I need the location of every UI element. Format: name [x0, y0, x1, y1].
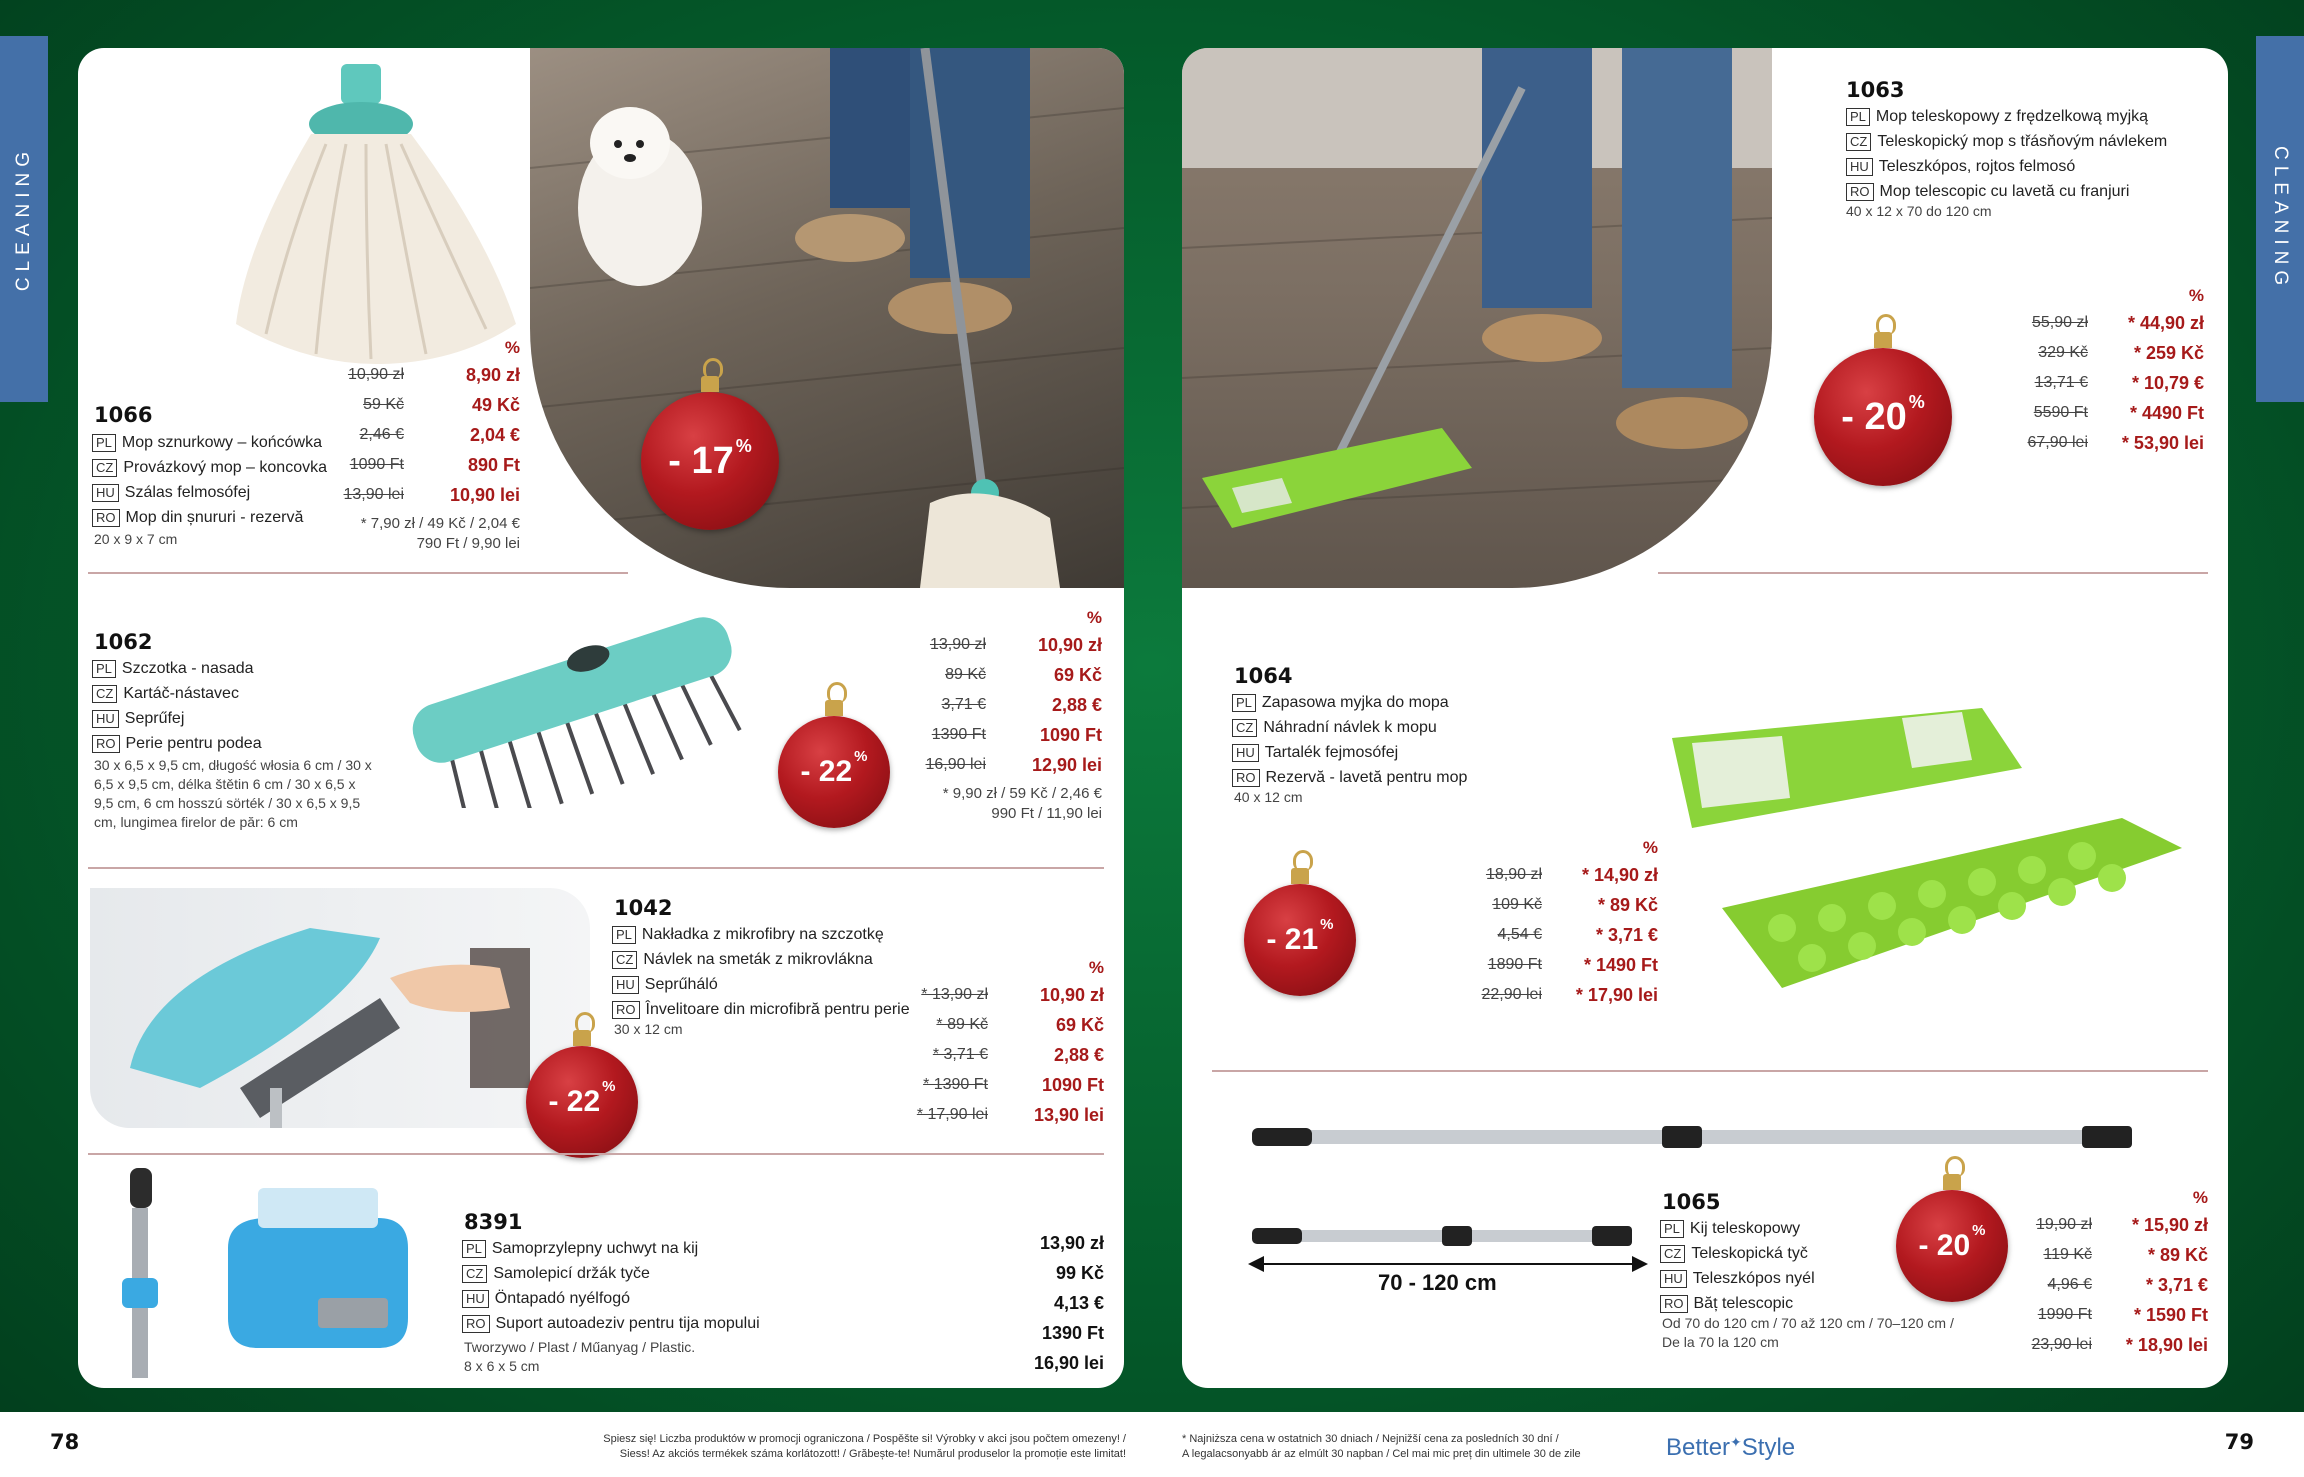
product-name: Teleskopický mop s třásňovým návlekem	[1877, 133, 2168, 150]
price-row	[338, 420, 520, 450]
product-code: 1042	[614, 896, 673, 920]
lowest-price-line: 790 Ft / 9,90 lei	[416, 535, 520, 552]
old-price: * 1390 Ft	[923, 1076, 988, 1093]
new-price: 10,90 lei	[449, 484, 520, 505]
footnote-line: A legalacsonyabb ár az elmúlt 30 napban / Cel mai mic preț din ultimele 30 de zile	[1182, 1448, 1581, 1460]
price-row	[958, 1288, 1104, 1318]
mop-dog-illustration	[530, 48, 1124, 588]
old-price: 1390 Ft	[931, 726, 986, 743]
discount-ornament	[1244, 884, 1356, 996]
product-name: Zapasowa myjka do mopa	[1261, 694, 1449, 711]
product-material	[464, 1338, 695, 1376]
lang-code: PL	[92, 660, 116, 678]
product-name: Rezervă - lavetă pentru mop	[1265, 769, 1468, 786]
lang-code: PL	[462, 1240, 486, 1258]
price-row	[904, 980, 1104, 1010]
old-price: 10,90 zł	[347, 366, 404, 383]
product-dimensions: 30 x 12 cm	[614, 1021, 683, 1037]
new-price: * 44,90 zł	[2127, 312, 2204, 333]
price-row	[2008, 1330, 2208, 1360]
right-page-card	[1182, 48, 2228, 1388]
lang-code: RO	[92, 735, 120, 753]
discount-percent-sign: %	[1972, 1222, 1986, 1239]
product-name: Szálas felmosófej	[124, 484, 251, 501]
product-code: 8391	[464, 1210, 523, 1234]
stick-holder-image	[108, 1168, 438, 1378]
price-table	[918, 608, 1102, 824]
footer-bar	[0, 1412, 2304, 1477]
product-names	[1846, 104, 2167, 204]
old-price: 67,90 lei	[2027, 434, 2088, 451]
price-row	[918, 630, 1102, 660]
price-row	[958, 1318, 1104, 1348]
price-table	[2008, 1188, 2208, 1360]
new-price: 1090 Ft	[1039, 724, 1102, 745]
separator-line	[1212, 1070, 2208, 1072]
product-name: Teleszkópos, rojtos felmosó	[1878, 158, 2076, 175]
old-price: 22,90 lei	[1481, 986, 1542, 1003]
percent-header: %	[2188, 286, 2204, 305]
discount-percent-sign: %	[602, 1078, 616, 1095]
lang-code: RO	[1846, 183, 1874, 201]
discount-value: - 20	[1918, 1229, 1971, 1262]
price: 13,90 zł	[1039, 1232, 1104, 1253]
product-name: Băț telescopic	[1693, 1295, 1794, 1312]
product-name: Teleskopická tyč	[1691, 1245, 1808, 1262]
price-row	[1458, 890, 1658, 920]
stock-note-line: Siess! Az akciós termékek száma korlátozott! / Grăbește-te! Numărul produselor la promoție este limitat!	[619, 1448, 1126, 1460]
telescopic-stick-image	[1252, 1108, 2132, 1178]
lowest-price-line: 990 Ft / 11,90 lei	[991, 805, 1102, 822]
new-price: 13,90 lei	[1033, 1104, 1104, 1125]
lang-code: RO	[612, 1001, 640, 1019]
price-row	[338, 450, 520, 480]
lang-code: CZ	[612, 951, 637, 969]
new-price: 1090 Ft	[1041, 1074, 1104, 1095]
old-price: 55,90 zł	[2031, 314, 2088, 331]
percent-header: %	[1088, 958, 1104, 977]
old-price: 2,46 €	[359, 426, 404, 443]
lowest-price-line: * 7,90 zł / 49 Kč / 2,04 €	[360, 515, 520, 532]
product-names	[462, 1236, 760, 1336]
product-name: Mop teleskopowy z frędzelkową myjką	[1875, 108, 2149, 125]
dimensions-line: 8 x 6 x 5 cm	[464, 1358, 540, 1374]
new-price: * 3,71 €	[1595, 924, 1658, 945]
lang-code: HU	[1846, 158, 1873, 176]
old-price: 13,90 zł	[929, 636, 986, 653]
material-line: Tworzywo / Plast / Műanyag / Plastic.	[464, 1339, 696, 1355]
price-row	[904, 1010, 1104, 1040]
brand-logo	[1666, 1434, 1795, 1462]
length-label: 70 - 120 cm	[1378, 1270, 1497, 1295]
price-row	[2006, 308, 2204, 338]
product-code: 1063	[1846, 78, 1905, 102]
product-dimensions: 40 x 12 cm	[1234, 789, 1303, 805]
product-names	[1232, 690, 1467, 790]
discount-value: - 22	[800, 755, 853, 788]
discount-value: - 20	[1841, 395, 1907, 438]
old-price: 16,90 lei	[925, 756, 986, 773]
product-name: Nakładka z mikrofibry na szczotkę	[641, 926, 884, 943]
product-name: Samolepicí držák tyče	[493, 1265, 650, 1282]
price-row	[2006, 368, 2204, 398]
new-price: 8,90 zł	[465, 364, 520, 385]
old-price: * 13,90 zł	[921, 986, 988, 1003]
price-row	[2006, 338, 2204, 368]
old-price: 1090 Ft	[349, 456, 404, 473]
lang-code: PL	[1846, 108, 1870, 126]
product-name: Samoprzylepny uchwyt na kij	[491, 1240, 699, 1257]
price-row	[2006, 428, 2204, 458]
page-number-left: 78	[50, 1430, 80, 1454]
price-row	[338, 480, 520, 510]
product-name: Provázkový mop – koncovka	[123, 459, 327, 476]
price-row	[918, 720, 1102, 750]
lang-code: HU	[1660, 1270, 1687, 1288]
discount-value: - 21	[1266, 923, 1319, 956]
new-price: * 1590 Ft	[2133, 1304, 2208, 1325]
new-price: * 3,71 €	[2145, 1274, 2208, 1295]
percent-header: %	[1642, 838, 1658, 857]
old-price: 19,90 zł	[2035, 1216, 2092, 1233]
old-price: 329 Kč	[2038, 344, 2088, 361]
lang-code: CZ	[92, 685, 117, 703]
discount-percent-sign: %	[735, 436, 752, 456]
product-code: 1066	[94, 403, 153, 427]
new-price: 49 Kč	[471, 394, 520, 415]
separator-line	[88, 1153, 1104, 1155]
new-price: 10,90 zł	[1037, 634, 1102, 655]
old-price: 23,90 lei	[2031, 1336, 2092, 1353]
product-dimensions: 40 x 12 x 70 do 120 cm	[1846, 203, 1992, 219]
price-table	[1458, 838, 1658, 1010]
price: 16,90 lei	[1033, 1352, 1104, 1373]
new-price: * 10,79 €	[2131, 372, 2204, 393]
product-name: Seprűfej	[124, 710, 185, 727]
lang-code: CZ	[1232, 719, 1257, 737]
product-name: Mop telescopic cu lavetă cu franjuri	[1879, 183, 2130, 200]
separator-line	[88, 572, 628, 574]
price-row	[904, 1070, 1104, 1100]
old-price: 59 Kč	[363, 396, 404, 413]
lang-code: HU	[462, 1290, 489, 1308]
product-names	[1660, 1216, 1815, 1316]
lang-code: CZ	[462, 1265, 487, 1283]
category-tab-left	[0, 36, 48, 402]
lang-code: RO	[1660, 1295, 1688, 1313]
lang-code: RO	[92, 509, 120, 527]
lang-code: PL	[612, 926, 636, 944]
footnote-line: * Najniższa cena w ostatnich 30 dniach / Nejnižší cena za posledních 30 dní /	[1182, 1433, 1559, 1445]
product-name: Tartalék fejmosófej	[1264, 744, 1399, 761]
price-row	[1458, 920, 1658, 950]
discount-value: - 17	[668, 439, 734, 482]
old-price: 3,71 €	[941, 696, 986, 713]
price-row	[918, 660, 1102, 690]
old-price: 1890 Ft	[1487, 956, 1542, 973]
product-dimensions: 30 x 6,5 x 9,5 cm, długość włosia 6 cm / 30 x 6,5 x 9,5 cm, délka štětin 6 cm / 30 x 6,5 x 9,5 cm, 6 cm hosszú sörték / 30 x 6,5 x 9,5 cm, lungimea firelor de păr: 6 cm	[94, 757, 372, 830]
price-table	[2006, 286, 2204, 458]
price-row	[1458, 860, 1658, 890]
price-row	[2008, 1300, 2208, 1330]
price-table	[904, 958, 1104, 1130]
lang-code: CZ	[92, 459, 117, 477]
percent-header: %	[504, 338, 520, 357]
brand-part: Style	[1741, 1434, 1796, 1461]
lang-code: PL	[1232, 694, 1256, 712]
old-price: 109 Kč	[1492, 896, 1542, 913]
product-dimensions: Od 70 do 120 cm / 70 až 120 cm / 70–120 cm / De la 70 la 120 cm	[1662, 1315, 1954, 1350]
lang-code: HU	[92, 710, 119, 728]
discount-ornament	[641, 392, 779, 530]
old-price: 13,90 lei	[343, 486, 404, 503]
product-name: Seprűháló	[644, 976, 718, 993]
microfiber-cover-photo	[90, 888, 590, 1128]
discount-ornament	[1896, 1190, 2008, 1302]
percent-header: %	[2192, 1188, 2208, 1207]
price-row	[904, 1100, 1104, 1130]
discount-percent-sign: %	[1320, 916, 1334, 933]
new-price: 10,90 zł	[1039, 984, 1104, 1005]
brand-part: Better	[1666, 1434, 1731, 1461]
mop-refill-image	[1662, 648, 2202, 1008]
price-table	[338, 338, 520, 554]
price-row	[904, 1040, 1104, 1070]
new-price: * 89 Kč	[2147, 1244, 2208, 1265]
old-price: * 17,90 lei	[916, 1106, 988, 1123]
product-name: Suport autoadeziv pentru tija mopului	[495, 1315, 760, 1332]
price-row	[338, 360, 520, 390]
discount-value: - 22	[548, 1085, 601, 1118]
price-row	[2006, 398, 2204, 428]
discount-ornament	[778, 716, 890, 828]
old-price: 89 Kč	[945, 666, 986, 683]
price-table	[958, 1228, 1104, 1378]
new-price: * 89 Kč	[1597, 894, 1658, 915]
product-name: Kartáč-nástavec	[123, 685, 239, 702]
new-price: 2,04 €	[469, 424, 520, 445]
old-price: 18,90 zł	[1485, 866, 1542, 883]
lang-code: PL	[92, 434, 116, 452]
product-name: Öntapadó nyélfogó	[494, 1290, 630, 1307]
lowest-price-footnote	[1182, 1432, 1602, 1462]
new-price: 69 Kč	[1053, 664, 1102, 685]
new-price: 69 Kč	[1055, 1014, 1104, 1035]
separator-line	[88, 867, 1104, 869]
new-price: * 15,90 zł	[2131, 1214, 2208, 1235]
new-price: * 259 Kč	[2133, 342, 2204, 363]
lang-code: RO	[462, 1315, 490, 1333]
flat-mop-photo	[1182, 48, 1772, 588]
separator-line	[1658, 572, 2208, 574]
old-price: 1990 Ft	[2037, 1306, 2092, 1323]
old-price: 119 Kč	[2043, 1246, 2092, 1263]
lang-code: CZ	[1846, 133, 1871, 151]
price-row	[958, 1348, 1104, 1378]
new-price: * 53,90 lei	[2121, 432, 2204, 453]
price-row	[958, 1258, 1104, 1288]
product-name: Perie pentru podea	[125, 735, 262, 752]
new-price: 890 Ft	[467, 454, 520, 475]
new-price: 12,90 lei	[1031, 754, 1102, 775]
discount-ornament	[526, 1046, 638, 1158]
percent-header: %	[1086, 608, 1102, 627]
old-price: 13,71 €	[2034, 374, 2088, 391]
discount-percent-sign: %	[854, 748, 868, 765]
brand-star-icon: ✦	[1730, 1434, 1742, 1450]
price: 4,13 €	[1053, 1292, 1104, 1313]
lang-code: CZ	[1660, 1245, 1685, 1263]
price: 99 Kč	[1055, 1262, 1104, 1283]
old-price: * 89 Kč	[936, 1016, 988, 1033]
product-names	[92, 430, 327, 530]
lang-code: HU	[1232, 744, 1259, 762]
string-mop-head-image	[226, 64, 526, 384]
price-row	[2008, 1270, 2208, 1300]
product-code: 1065	[1662, 1190, 1721, 1214]
new-price: 2,88 €	[1053, 1044, 1104, 1065]
discount-ornament	[1814, 348, 1952, 486]
new-price: * 14,90 zł	[1581, 864, 1658, 885]
product-name: Mop din șnururi - rezervă	[125, 509, 304, 526]
product-name: Învelitoare din microfibră pentru perie	[645, 1001, 910, 1018]
new-price: * 17,90 lei	[1575, 984, 1658, 1005]
price-row	[1458, 950, 1658, 980]
price-row	[1458, 980, 1658, 1010]
product-code: 1062	[94, 630, 153, 654]
product-name: Náhradní návlek k mopu	[1263, 719, 1437, 736]
product-dimensions: 20 x 9 x 7 cm	[94, 531, 178, 547]
price: 1390 Ft	[1041, 1322, 1104, 1343]
stock-limited-note	[560, 1432, 1126, 1462]
product-name: Szczotka - nasada	[121, 660, 254, 677]
price-row	[958, 1228, 1104, 1258]
discount-percent-sign: %	[1908, 392, 1925, 412]
lowest-price-note	[338, 514, 520, 554]
product-name: Teleszkópos nyél	[1692, 1270, 1815, 1287]
price-row	[918, 750, 1102, 780]
new-price: 2,88 €	[1051, 694, 1102, 715]
lang-code: RO	[1232, 769, 1260, 787]
old-price: * 3,71 €	[932, 1046, 988, 1063]
product-names	[92, 656, 262, 756]
new-price: * 1490 Ft	[1583, 954, 1658, 975]
floor-brush-image	[400, 588, 760, 808]
old-price: 4,54 €	[1497, 926, 1542, 943]
product-code: 1064	[1234, 664, 1293, 688]
old-price: 5590 Ft	[2033, 404, 2088, 421]
product-name: Kij teleskopowy	[1689, 1220, 1801, 1237]
category-label: CLEANING	[13, 146, 34, 292]
product-name: Návlek na smeták z mikrovlákna	[643, 951, 873, 968]
page-number-right: 79	[2224, 1430, 2254, 1454]
price-row	[2008, 1210, 2208, 1240]
new-price: * 4490 Ft	[2129, 402, 2204, 423]
price-row	[338, 390, 520, 420]
old-price: 4,96 €	[2047, 1276, 2092, 1293]
mop-dog-photo	[530, 48, 1124, 588]
stock-note-line: Spiesz się! Liczba produktów w promocji ograniczona / Pospěšte si! Výrobky v akci jsou počtem omezeny! /	[603, 1433, 1126, 1445]
lowest-price-note	[918, 784, 1102, 824]
left-page-card	[78, 48, 1124, 1388]
lang-code: PL	[1660, 1220, 1684, 1238]
product-names	[612, 922, 910, 1022]
lang-code: HU	[92, 484, 119, 502]
lang-code: HU	[612, 976, 639, 994]
price-row	[2008, 1240, 2208, 1270]
new-price: * 18,90 lei	[2125, 1334, 2208, 1355]
lowest-price-line: * 9,90 zł / 59 Kč / 2,46 €	[942, 785, 1102, 802]
price-row	[918, 690, 1102, 720]
category-label: CLEANING	[2270, 146, 2291, 292]
category-tab-right	[2256, 36, 2304, 402]
product-name: Mop sznurkowy – końcówka	[121, 434, 322, 451]
